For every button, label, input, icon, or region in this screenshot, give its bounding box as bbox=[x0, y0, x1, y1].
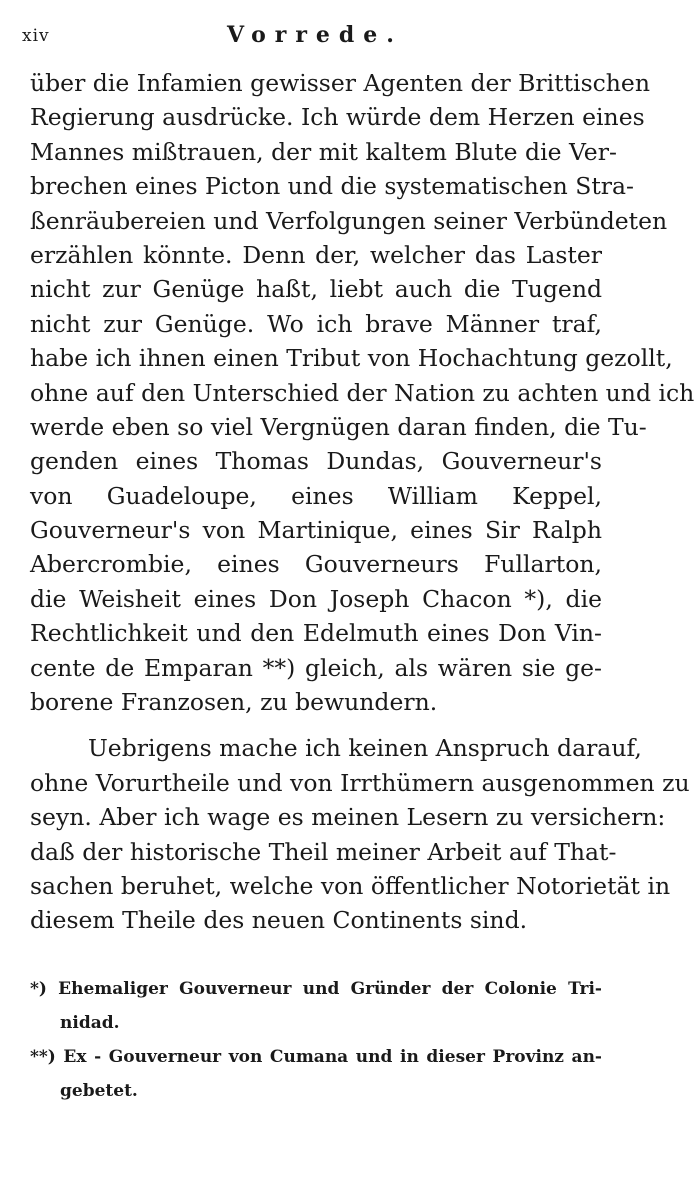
text-line: werde eben so viel Vergnügen daran finden, die Tu- bbox=[30, 412, 647, 441]
footnote-line: **) Ex - Gouverneur von Cumana und in dieser Provinz an- bbox=[30, 1047, 602, 1067]
paragraph-1 bbox=[30, 66, 694, 719]
footnote-line: gebetet. bbox=[60, 1081, 138, 1101]
text-line: die Weisheit eines Don Joseph Chacon *), die bbox=[30, 584, 602, 613]
text-line: nicht zur Genüge. Wo ich brave Männer traf, bbox=[30, 309, 602, 338]
page-header bbox=[22, 22, 608, 52]
footnote-1 bbox=[30, 972, 602, 1040]
text-line: Rechtlichkeit und den Edelmuth eines Don Vin- bbox=[30, 619, 602, 648]
text-line: nicht zur Genüge haßt, liebt auch die Tugend bbox=[30, 275, 602, 304]
text-line: sachen beruhet, welche von öffentlicher Notorietät in bbox=[30, 871, 671, 900]
body-text bbox=[30, 66, 694, 938]
text-line: über die Infamien gewisser Agenten der Brittischen bbox=[30, 69, 650, 97]
text-line: ohne Vorurtheile und von Irrthümern ausgenommen zu bbox=[30, 768, 690, 797]
text-line: ohne auf den Unterschied der Nation zu achten und ich bbox=[30, 378, 694, 407]
text-line: borene Franzosen, zu bewundern. bbox=[30, 688, 438, 717]
text-line: Abercrombie, eines Gouverneurs Fullarton, bbox=[30, 550, 602, 579]
page-number: xiv bbox=[22, 26, 50, 46]
text-line: habe ich ihnen einen Tribut von Hochachtung gezollt, bbox=[30, 344, 673, 373]
footnote-line: *) Ehemaliger Gouverneur und Gründer der Colonie Tri- bbox=[30, 979, 602, 999]
text-line: Regierung ausdrücke. Ich würde dem Herzen eines bbox=[30, 103, 645, 132]
text-line: Mannes mißtrauen, der mit kaltem Blute die Ver- bbox=[30, 137, 617, 166]
footnote-2 bbox=[30, 1040, 602, 1108]
text-line: von Guadeloupe, eines William Keppel, bbox=[30, 481, 602, 510]
running-title: Vorrede. bbox=[227, 22, 403, 48]
text-line: Uebrigens mache ich keinen Anspruch darauf, bbox=[88, 734, 642, 763]
text-line: Gouverneur's von Martinique, eines Sir Ralph bbox=[30, 516, 602, 545]
text-line: seyn. Aber ich wage es meinen Lesern zu versichern: bbox=[30, 803, 666, 832]
text-line: brechen eines Picton und die systematischen Stra- bbox=[30, 172, 634, 201]
paragraph-gap bbox=[30, 719, 602, 731]
text-line: ßenräubereien und Verfolgungen seiner Verbündeten bbox=[30, 206, 668, 235]
text-line: erzählen könnte. Denn der, welcher das Laster bbox=[30, 240, 602, 269]
text-line: daß der historische Theil meiner Arbeit auf That- bbox=[30, 837, 617, 866]
footnotes bbox=[30, 972, 602, 1108]
text-line: cente de Emparan **) gleich, als wären sie ge- bbox=[30, 653, 602, 682]
paragraph-2 bbox=[30, 731, 690, 937]
text-line: diesem Theile des neuen Continents sind. bbox=[30, 906, 528, 935]
text-line: genden eines Thomas Dundas, Gouverneur's bbox=[30, 447, 602, 476]
footnote-line: nidad. bbox=[60, 1013, 120, 1033]
